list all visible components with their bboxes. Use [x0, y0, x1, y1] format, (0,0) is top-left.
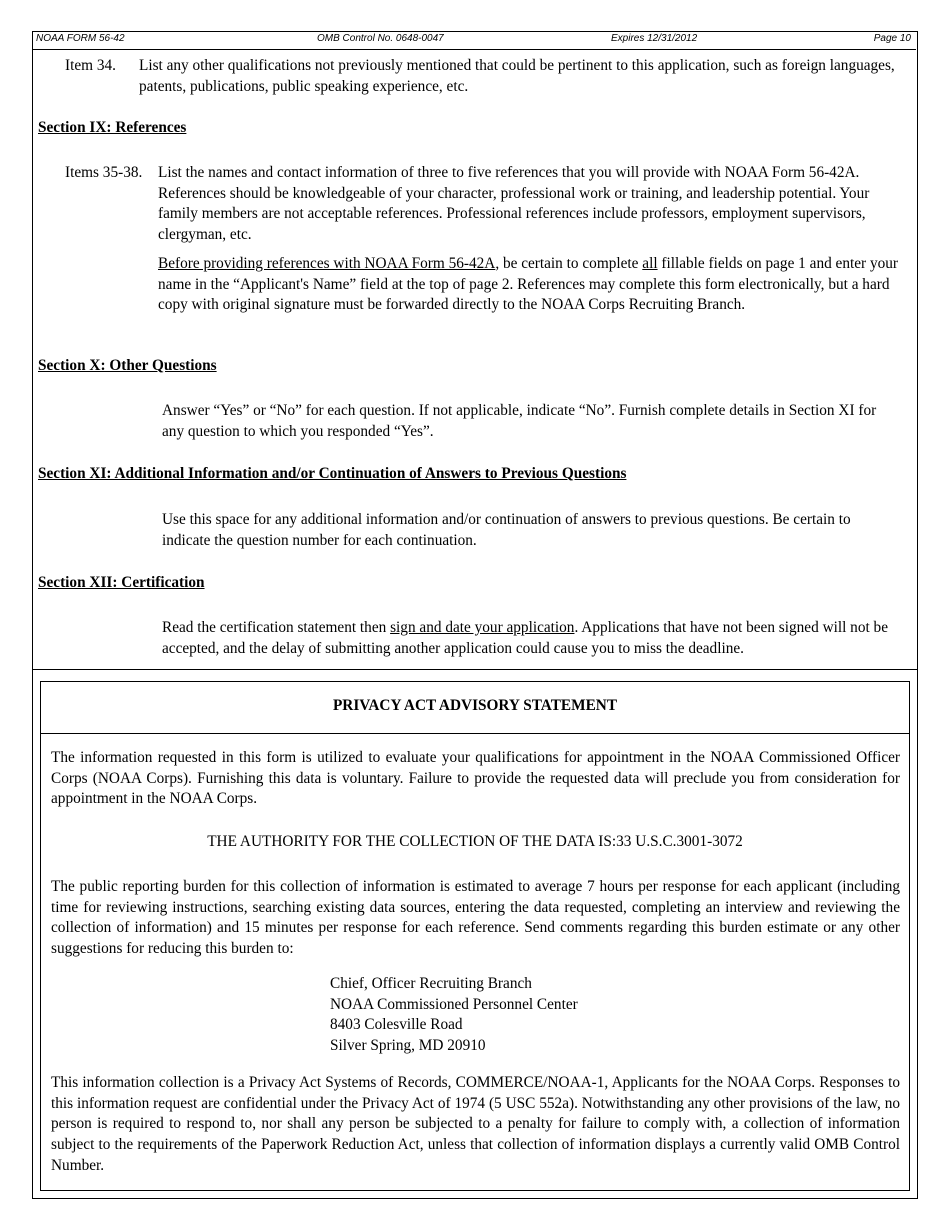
references-note-underlined: Before providing references with NOAA Form 56-42A	[158, 255, 496, 272]
privacy-paragraph-3: This information collection is a Privacy Act Systems of Records, COMMERCE/NOAA-1, Applicants for the NOAA Corps. Responses to this information request are confidential under the Privacy Act of 1974 (5 USC 552a). Notwithstanding any other provisions of the law, no person is required to respond to, nor shall any person be subjected to a penalty for failure to comply with, a collection of information subject to the requirements of the Paperwork Reduction Act, unless that collection of information displays a currently valid OMB Control Number.	[51, 1074, 900, 1174]
address-line-4: Silver Spring, MD 20910	[330, 1037, 486, 1055]
address-line-2: NOAA Commissioned Personnel Center	[330, 995, 578, 1013]
section-xii-heading: Section XII: Certification	[38, 574, 205, 591]
references-note-part2: fillable fields on page 1 and enter your name in the “Applicant's Name” field at the top of page 2. References may complete this form electronically, but a hard copy with original signature must be forwarded directly to the NOAA Corps Recruiting Branch.	[158, 255, 898, 314]
privacy-act-statement	[40, 681, 910, 1191]
privacy-paragraph-1: The information requested in this form is utilized to evaluate your qualifications for appointment in the NOAA Commissioned Officer Corps (NOAA Corps). Furnishing this data is voluntary. Failure to provide the requested data will preclude you from consideration for appointment in the NOAA Corps.	[51, 749, 900, 808]
section-x-text: Answer “Yes” or “No” for each question. If not applicable, indicate “No”. Furnish complete details in Section XI for any question to which you responded “Yes”.	[162, 402, 877, 440]
certification-text-after: . Applications that have not been signed will not be accepted, and the delay of submitting another application could cause you to miss the deadline.	[162, 619, 888, 657]
expiration-date: Expires 12/31/2012	[611, 33, 698, 44]
privacy-paragraph-2: The public reporting burden for this collection of information is estimated to average 7 hours per response for each applicant (including time for reviewing instructions, searching existing data sources, entering the data requested, completing an interview and reviewing the collection of information) and 15 minutes per response for each reference. Send comments regarding this burden estimate or any other suggestions for reducing this burden to:	[51, 878, 900, 958]
privacy-authority: THE AUTHORITY FOR THE COLLECTION OF THE DATA IS:33 U.S.C.3001-3072	[207, 833, 743, 850]
item-34-text: List any other qualifications not previously mentioned that could be pertinent to this application, such as foreign languages, patents, publications, public speaking experience, etc.	[139, 57, 895, 95]
mailing-address	[330, 974, 578, 1057]
item-34-label: Item 34.	[65, 57, 116, 74]
items-35-38-text: List the names and contact information of three to five references that you will provide with NOAA Form 56-42A. References should be knowledgeable of your character, professional work or training, and leadership potential. Your family members are not acceptable references. Professional references include professors, employment supervisors, clergyman, etc.	[158, 164, 870, 244]
section-xii-text	[162, 618, 907, 659]
certification-text-before: Read the certification statement then	[162, 619, 391, 636]
certification-text-underlined: sign and date your application	[390, 619, 575, 636]
section-x-heading: Section X: Other Questions	[38, 357, 217, 374]
section-xi-heading: Section XI: Additional Information and/or Continuation of Answers to Previous Questions	[38, 465, 627, 482]
references-note-all: all	[642, 255, 658, 272]
section-xi-text: Use this space for any additional information and/or continuation of answers to previous questions. Be certain to indicate the question number for each continuation.	[162, 511, 851, 549]
page-number: Page 10	[873, 33, 911, 44]
section-ix-heading: Section IX: References	[38, 119, 187, 136]
address-line-3: 8403 Colesville Road	[330, 1016, 463, 1034]
references-note	[158, 254, 903, 316]
address-line-1: Chief, Officer Recruiting Branch	[330, 975, 532, 992]
references-note-part1: , be certain to complete	[495, 255, 643, 272]
privacy-title: PRIVACY ACT ADVISORY STATEMENT	[332, 697, 618, 714]
section-divider	[32, 669, 917, 670]
form-header	[32, 31, 916, 50]
privacy-title-row	[41, 682, 909, 734]
omb-control-number: OMB Control No. 0648-0047	[317, 33, 444, 44]
form-number: NOAA FORM 56-42	[36, 33, 125, 44]
items-35-38-label: Items 35-38.	[65, 164, 143, 181]
